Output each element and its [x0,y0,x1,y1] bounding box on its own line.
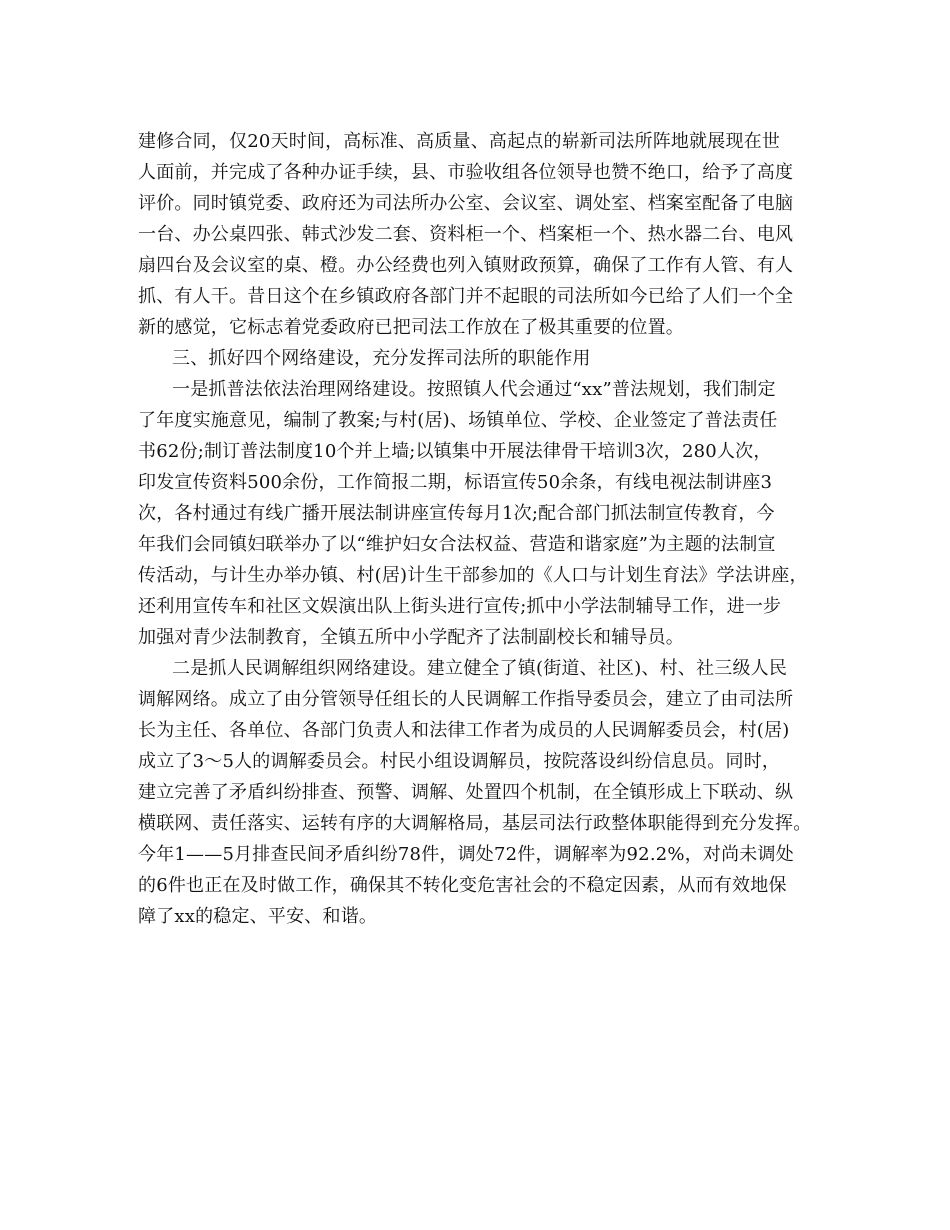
text-line: 加强对青少法制教育，全镇五所中小学配齐了法制副校长和辅导员。 [138,627,684,648]
text-line: 一台、办公桌四张、韩式沙发二套、资料柜一个、档案柜一个、热水器二台、电风 [138,224,794,245]
text-line: 新的感觉，它标志着党委政府已把司法工作放在了极其重要的位置。 [138,317,684,338]
text-line: 扇四台及会议室的桌、橙。办公经费也列入镇财政预算，确保了工作有人管、有人 [138,255,794,276]
text-line: 建立完善了矛盾纠纷排查、预警、调解、处置四个机制，在全镇形成上下联动、纵 [138,782,794,803]
section-heading: 三、抓好四个网络建设，充分发挥司法所的职能作用 [172,348,591,369]
text-line: 印发宣传资料500余份，工作简报二期，标语宣传50余条，有线电视法制讲座3 [138,472,773,493]
text-line: 还利用宣传车和社区文娱演出队上街头进行宣传;抓中小学法制辅导工作，进一步 [138,596,782,617]
text-line: 抓、有人干。昔日这个在乡镇政府各部门并不起眼的司法所如今已给了人们一个全 [138,286,794,307]
text-line: 今年1——5月排查民间矛盾纠纷78件，调处72件，调解率为92.2%，对尚未调处 [138,844,794,865]
text-line: 年我们会同镇妇联举办了以“维护妇女合法权益、营造和谐家庭”为主题的法制宣 [138,534,776,555]
text-line: 了年度实施意见，编制了教案;与村(居)、场镇单位、学校、企业签定了普法责任 [138,410,778,431]
text-line: 长为主任、各单位、各部门负责人和法律工作者为成员的人民调解委员会，村(居) [138,720,790,741]
document-body [138,126,824,932]
text-line: 传活动，与计生办举办镇、村(居)计生干部参加的《人口与计划生育法》学法讲座， [138,565,808,586]
text-line: 建修合同，仅20天时间，高标准、高质量、高起点的崭新司法所阵地就展现在世 [138,131,781,152]
text-line: 书62份;制订普法制度10个并上墙;以镇集中开展法律骨干培训3次，280人次， [138,441,772,462]
text-line: 评价。同时镇党委、政府还为司法所办公室、会议室、调处室、档案室配备了电脑 [138,193,794,214]
text-line: 人面前，并完成了各种办证手续，县、市验收组各位领导也赞不绝口，给予了高度 [138,162,794,183]
text-line: 次，各村通过有线广播开展法制讲座宣传每月1次;配合部门抓法制宣传教育，今 [138,503,775,524]
text-line: 成立了3～5人的调解委员会。村民小组设调解员，按院落设纠纷信息员。同时， [138,751,781,772]
text-line: 障了xx的稳定、平安、和谐。 [138,906,378,927]
paragraph-start: 二是抓人民调解组织网络建设。建立健全了镇(街道、社区)、村、社三级人民 [172,658,788,679]
text-line: 横联网、责任落实、运转有序的大调解格局，基层司法行政整体职能得到充分发挥。 [138,813,812,834]
paragraph-start: 一是抓普法依法治理网络建设。按照镇人代会通过“xx”普法规划，我们制定 [172,379,776,400]
text-line: 的6件也正在及时做工作，确保其不转化变危害社会的不稳定因素，从而有效地保 [138,875,787,896]
text-line: 调解网络。成立了由分管领导任组长的人民调解工作指导委员会，建立了由司法所 [138,689,794,710]
